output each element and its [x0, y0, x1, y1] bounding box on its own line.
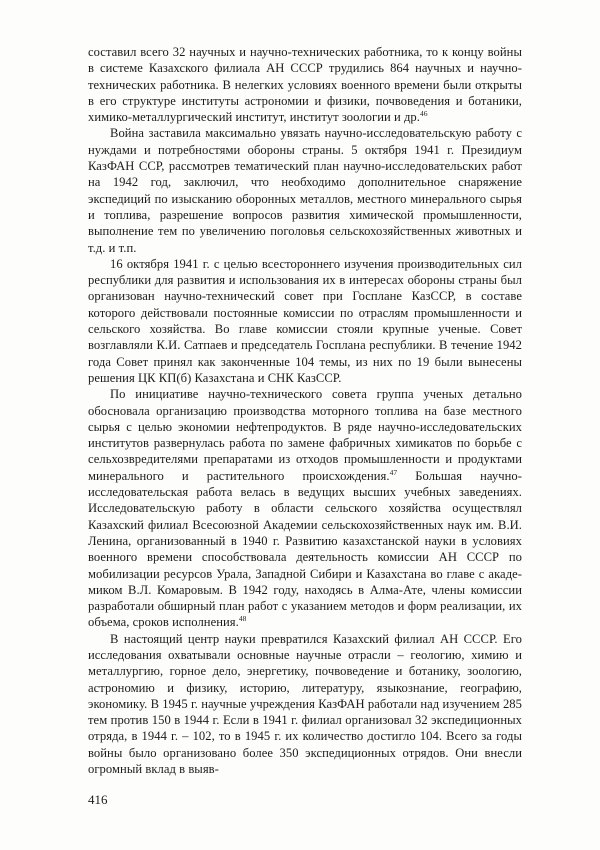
paragraph-text: 16 октября 1941 г. с целью всестороннего изучения производительных сил республики для развития и использования их в интересах обороны страны был организован научно-технический совет при Госплане КазССР, в составе которого действовали постоянные комиссии по отраслям промышленности и сельского хозяйства. Во главе комиссии стояли крупные ученые. Совет возглавляли К.И. Сатпаев и председатель Госплана республики. В течение 1942 года Совет принял как законченные 104 темы, из них по 19 были вынесены решения ЦК КП(б) Казахстана и СНК КазССР.	[88, 256, 522, 385]
footnote-marker: 48	[238, 614, 247, 624]
paragraph-text: В настоящий центр науки превратился Казахский филиал АН СССР. Его исследования охватывали основные научные отрасли – геологию, химию и металлургию, горное дело, энергетику, почвоведение и ботанику, зоологию, астрономию и физику, историю, литературу, языкознание, географию, экономику. В 1945 г. научные учреждения КазФАН работали над изучением 285 тем против 150 в 1944 г. Если в 1941 г. филиал организовал 32 экспедиционных отряда, в 1944 г. – 102, то в 1945 г. их количество достигло 104. Всего за годы войны было организовано более 350 экспедиционных отрядов. Они внесли огромный вклад в выяв-	[88, 631, 522, 777]
paragraph-3	[88, 256, 522, 386]
paragraph-text: Война заставила максимально увязать научно-исследовательскую работу с нуждами и потребностями обороны страны. 5 октября 1941 г. Президиум КазФАН ССР, рассмотрев тематический план научно-исследовательских работ на 1942 год, заключил, что необходимо дополнительное снаряжение экспедиций по изысканию оборонных металлов, местного минерального сырья и топлива, разрешение вопросов развития химической промышленности, выполнение тем по увеличению поголовья сельскохозяйственных животных и т.д. и т.п.	[88, 126, 522, 255]
paragraph-text: Большая научно-исследовательская работа велась в ведущих высших учебных заведениях. Исследовательскую работу в области сельского хозяйства осуществлял Казахский филиал Всесоюзной Академии сельскохозяйственных наук им. В.И. Ленина, организованный в 1940 г. Развитию казахстанской науки в условиях военного времени способствовала деятельность комиссии АН СССР по мобилизации ресурсов Урала, Западной Сибири и Казахстана во главе с академиком В.Л. Комаровым. В 1942 году, находясь в Алма-Ате, члены комиссии разработали обширный план работ с указанием методов и форм реализации, их объема, сроков исполнения.	[88, 468, 522, 630]
footnote-marker: 46	[419, 109, 428, 118]
paragraph-4	[88, 386, 522, 630]
page-number: 416	[88, 792, 108, 807]
paragraph-5	[88, 631, 522, 778]
footnote-marker: 47	[389, 467, 398, 477]
paragraph-1	[88, 44, 522, 125]
body-text	[88, 44, 522, 777]
paragraph-text: составил всего 32 научных и научно-технических работника, то к концу войны в системе Казахского филиала АН СССР трудились 864 научных и научно-технических работника. В нелегких условиях военного времени были открыты в его структуре институты астрономии и физики, почвоведения и ботаники, химико-металлургический институт, институт зоологии и др.	[88, 45, 522, 125]
paragraph-2	[88, 125, 522, 255]
paragraph-text: По инициативе научно-технического совета группа ученых детально обосновала организацию производства моторного топлива на базе местного сырья с целью экономии нефтепродуктов. В ряде научно-исследовательских институтов развернулась работа по замене фабричных химикатов по борьбе с сельхозвредителями препаратами из отходов промышленности и продуктами минерального и растительного происхождения.	[88, 387, 522, 483]
